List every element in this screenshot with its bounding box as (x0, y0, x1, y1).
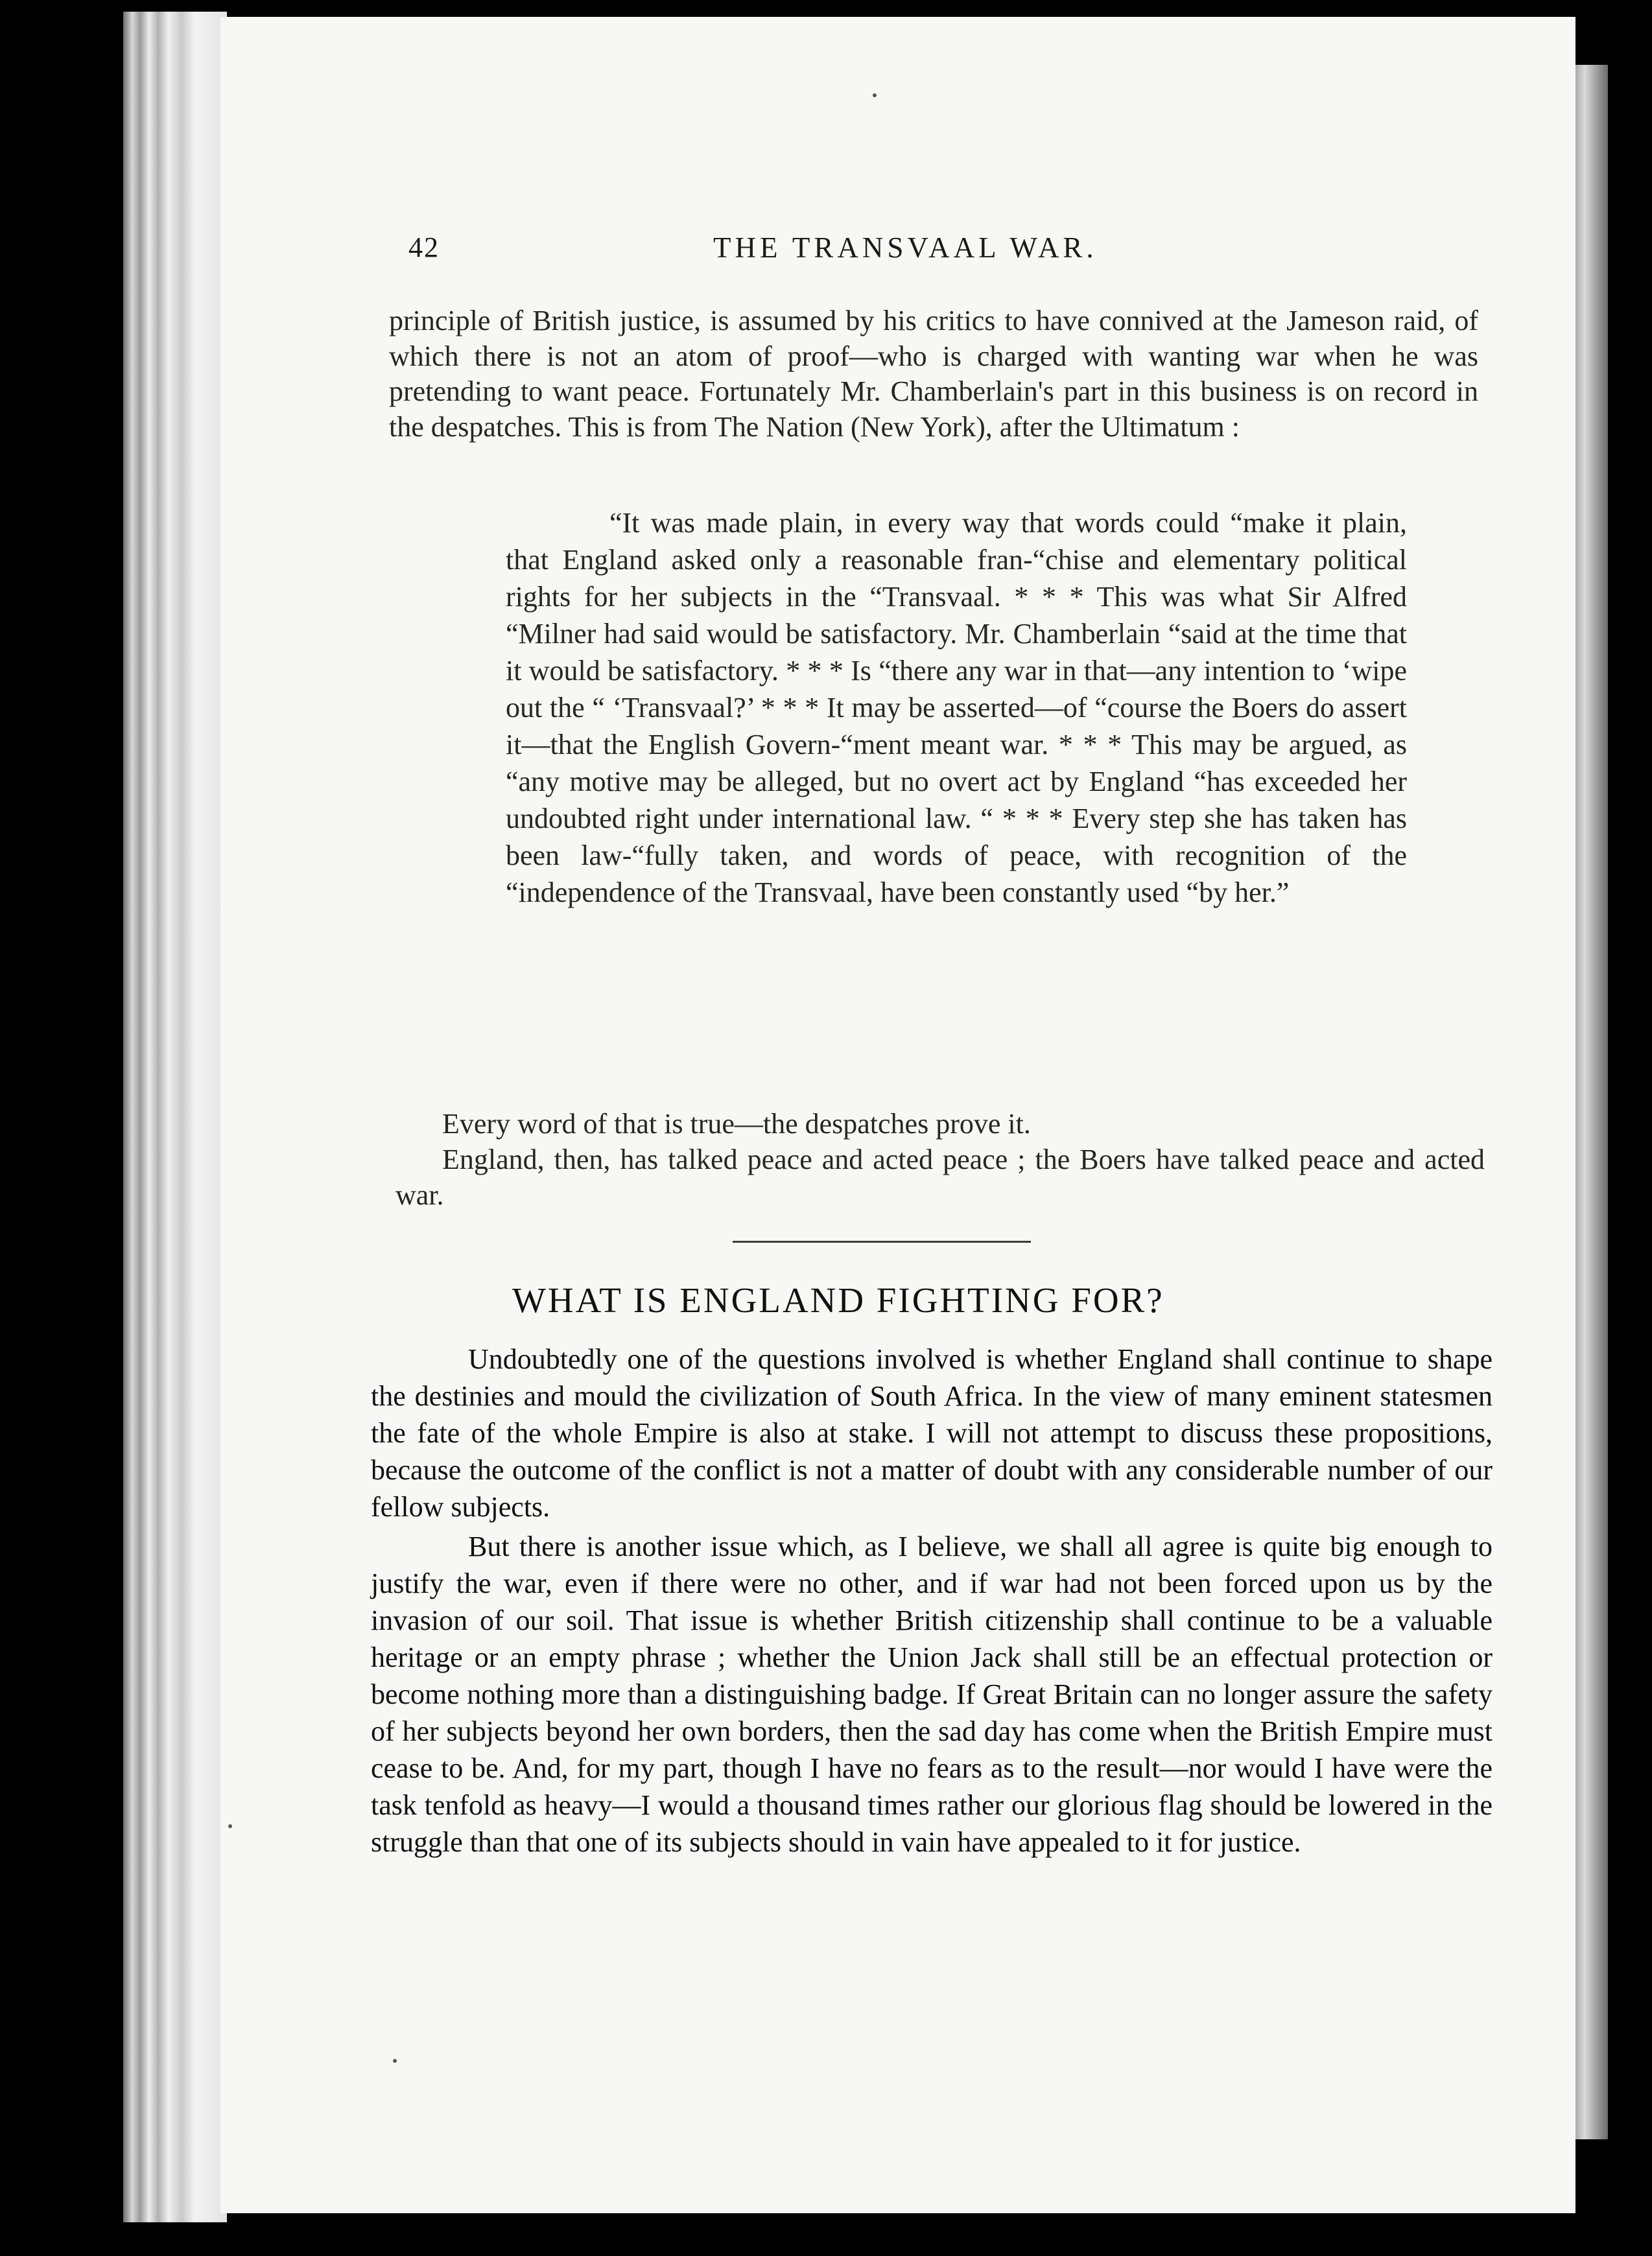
section-paragraph-1: Undoubtedly one of the questions involved is whether England shall continue to shape the destinies and mould the civilization of South Africa. In the view of many eminent statesmen the fate of the whole Empire is also at stake. I will not attempt to discuss these propositions, because the outcome of the conflict is not a matter of doubt with any considerable number of our fellow subjects. (371, 1343, 1493, 1523)
ink-speck (228, 1824, 232, 1828)
running-head: THE TRANSVAAL WAR. (713, 231, 1098, 264)
closing-paragraph-1: Every word of that is true—the despatches prove it. (442, 1108, 1031, 1140)
block-quotation (506, 504, 1407, 911)
section-title: WHAT IS ENGLAND FIGHTING FOR? (512, 1280, 1164, 1320)
ink-speck (873, 93, 877, 97)
intro-paragraph: principle of British justice, is assumed by his critics to have connived at the Jameson raid, of which there is not an atom of proof—who is charged with wanting war when he was pretending to want peace. Fortunately Mr. Chamberlain's part in this business is on record in the despatches. This is from The Nation (New York), after the Ultimatum : (389, 305, 1478, 443)
closing-paragraph-2: England, then, has talked peace and acted peace ; the Boers have talked peace and acted war. (395, 1144, 1485, 1211)
closing-paragraphs (395, 1106, 1485, 1213)
book-page (220, 17, 1575, 2213)
section-divider (733, 1241, 1031, 1243)
section-body (371, 1341, 1493, 1863)
page-stack-edges (123, 12, 227, 2222)
intro-text (389, 303, 1478, 445)
page-number: 42 (408, 231, 440, 263)
section-paragraph-2: But there is another issue which, as I believe, we shall all agree is quite big enough to justify the war, even if there were no other, and if war had not been forced upon us by the invasion of our soil. That issue is whether British citizenship shall continue to be a valuable heritage or an empty phrase ; whether the Union Jack shall still be an effectual protection or become nothing more than a distinguishing badge. If Great Britain can no longer assure the safety of her subjects beyond her own borders, then the sad day has come when the British Empire must cease to be. And, for my part, though I have no fears as to the result—nor would I have were the task tenfold as heavy—I would a thousand times rather our glorious flag should be lowered in the struggle than that one of its subjects should in vain have appealed to it for justice. (371, 1531, 1493, 1858)
quotation-text: “It was made plain, in every way that words could “make it plain, that England asked only a reasonable fran-“chise and elementary political rights for her subjects in the “Transvaal. * * * This was what Sir Alfred “Milner had said would be satisfactory. Mr. Chamberlain “said at the time that it would be satisfactory. * * * Is “there any war in that—any intention to ‘wipe out the “ ‘Transvaal?’ * * * It may be asserted—of “course the Boers do assert it—that the English Govern-“ment meant war. * * * This may be argued, as “any motive may be alleged, but no overt act by England “has exceeded her undoubted right under international law. “ * * * Every step she has taken has been law-“fully taken, and words of peace, with recognition of the “independence of the Transvaal, have been constantly used “by her.” (506, 507, 1407, 908)
ink-speck (393, 2059, 397, 2063)
page-header (220, 231, 1575, 270)
